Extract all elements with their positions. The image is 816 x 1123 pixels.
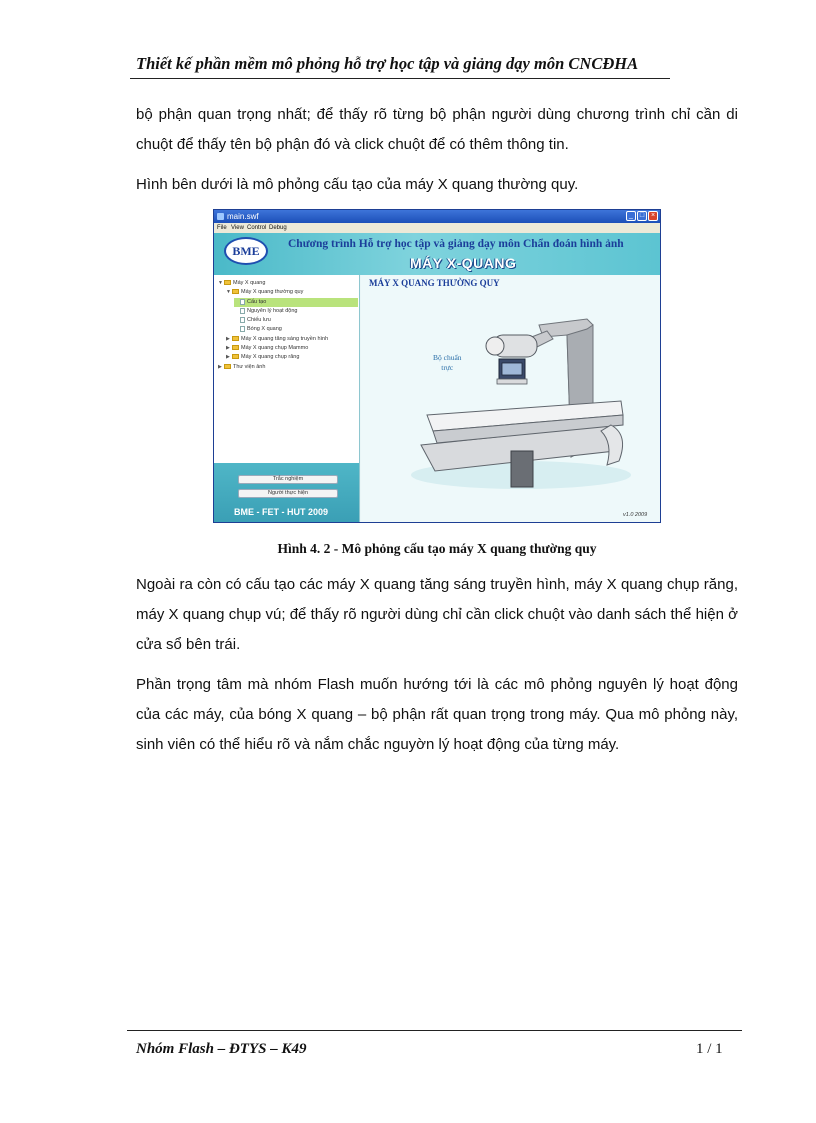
figure-caption: Hình 4. 2 - Mô phỏng cấu tạo máy X quang thường quy (277, 541, 597, 556)
version-label: v1.0 2009 (623, 512, 648, 518)
paragraph-2: Hình bên dưới là mô phỏng cấu tạo của máy X quang thường quy. (136, 176, 579, 193)
tree-item-may-x-quang[interactable]: ▼ Máy X quang (218, 280, 266, 286)
panel-title: MÁY X QUANG THƯỜNG QUY (369, 278, 500, 288)
folder-icon (224, 364, 231, 369)
tree-item-chieu-luu[interactable]: Chiếu lưu (234, 316, 271, 325)
page-number: 1 / 1 (696, 1041, 723, 1057)
paragraph-3: Ngoài ra còn có cấu tạo các máy X quang tăng sáng truyền hình, máy X quang chụp răng, máy X quang chụp vú; để thấy rõ người dùng chỉ cần click chuột vào danh sách thể hiện ở cửa sổ bên trái. (136, 576, 738, 653)
app-banner (214, 233, 660, 275)
banner-subtitle: MÁY X-QUANG (410, 255, 517, 271)
menu-file[interactable]: File (217, 225, 227, 231)
footer-group: Nhóm Flash – ĐTYS – K49 (136, 1041, 307, 1057)
tree-item-thu-vien-anh[interactable]: ▶ Thư viện ảnh (218, 364, 266, 370)
authors-button[interactable]: Người thực hiện (238, 489, 338, 498)
tree-item-nguyen-ly[interactable]: Nguyên lý hoạt động (234, 307, 297, 316)
tree-item-mammo[interactable]: ▶ Máy X quang chụp Mammo (226, 345, 309, 351)
folder-icon (232, 354, 239, 359)
menu-control[interactable]: Control (247, 225, 267, 231)
app-icon (217, 213, 224, 220)
sidebar-footer (214, 463, 359, 523)
folder-icon (232, 345, 239, 350)
folder-icon (232, 336, 239, 341)
footer-brand: BME - FET - HUT 2009 (234, 507, 329, 517)
window-title: main.swf (227, 212, 259, 221)
tree-item-tang-sang[interactable]: ▶ Máy X quang tăng sáng truyền hình (226, 336, 329, 342)
tree-item-thuong-quy[interactable]: ▼ Máy X quang thường quy (226, 289, 304, 295)
quiz-button[interactable]: Trắc nghiệm (238, 475, 338, 484)
document-icon (240, 317, 245, 323)
close-icon[interactable]: × (648, 211, 658, 221)
menubar (214, 223, 660, 233)
paragraph-4: Phần trọng tâm mà nhóm Flash muốn hướng tới là các mô phỏng nguyên lý hoạt động của các máy, của bóng X quang – bộ phận rất quan trọng trong máy. Qua mô phỏng này, sinh viên có thể hiểu rõ và nắm chắc nguyờn lý hoạt động của từng máy. (136, 676, 738, 753)
bme-logo: BME (224, 237, 268, 265)
menu-view[interactable]: View (231, 225, 244, 231)
minimize-icon[interactable]: _ (626, 211, 636, 221)
document-icon (240, 326, 245, 332)
tree-item-bong-x-quang[interactable]: Bóng X quang (234, 325, 282, 334)
document-icon (240, 308, 245, 314)
menu-debug[interactable]: Debug (269, 225, 287, 231)
folder-icon (232, 289, 239, 294)
banner-title: Chương trình Hỗ trợ học tập và giảng dạy môn Chẩn đoán hình ảnh (288, 238, 624, 250)
xray-machine-illustration (361, 275, 660, 523)
footer-rule (127, 1030, 742, 1031)
page-header-title: Thiết kế phần mềm mô phỏng hỗ trợ học tập và giảng dạy môn CNCĐHA (136, 54, 639, 73)
part-label-collimator[interactable]: Bộ chuẩn trực (433, 353, 462, 372)
app-window-figure (213, 209, 661, 523)
sidebar-tree-panel (214, 275, 360, 523)
maximize-icon[interactable]: □ (637, 211, 647, 221)
header-rule (130, 78, 670, 79)
document-icon (240, 299, 245, 305)
tree-item-cau-tao[interactable]: Cấu tạo (234, 298, 358, 307)
tree-item-chup-rang[interactable]: ▶ Máy X quang chụp răng (226, 354, 300, 360)
folder-icon (224, 280, 231, 285)
window-titlebar (214, 210, 660, 223)
paragraph-1: bộ phận quan trọng nhất; để thấy rõ từng bộ phận người dùng chương trình chỉ cần di chuột để thấy tên bộ phận đó và click chuột để có thêm thông tin. (136, 106, 738, 153)
simulation-panel (361, 275, 660, 523)
